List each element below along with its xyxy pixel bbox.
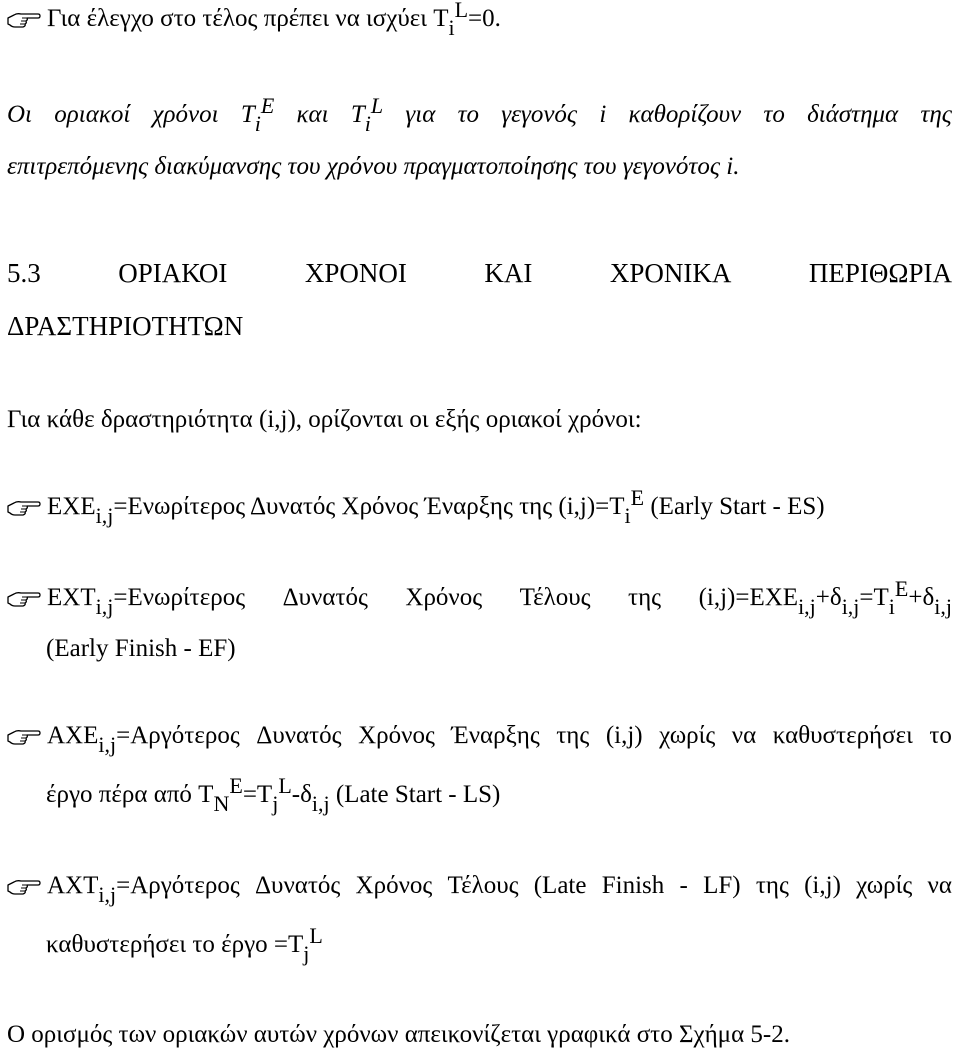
pointing-hand-icon [7,497,41,517]
bullet-ef: ΕΧΤi,j=Ενωρίτερος Δυνατός Χρόνος Τέλους της (i,j)=ΕΧΕi,j+δi,j=TiE+δi,j [7,583,952,613]
pointing-hand-icon [7,876,41,896]
note-line: Για έλεγχο στο τέλος πρέπει να ισχύει TiL=0. [7,4,952,34]
section-heading: 5.3 ΟΡΙΑΚΟΙ ΧΡΟΝΟΙ ΚΑΙ ΧΡΟΝΙΚΑ ΠΕΡΙΘΩΡΙΑ [7,258,952,288]
bullet-lf-line2: καθυστερήσει το έργο =TjL [46,923,323,966]
bullet-ls: ΑΧΕi,j=Αργότερος Δυνατός Χρόνος Έναρξης της (i,j) χωρίς να καθυστερήσει το [7,721,952,751]
closing-text: Ο ορισμός των οριακών αυτών χρόνων απεικονίζεται γραφικά στο Σχήμα 5-2. [7,1021,791,1048]
paragraph-limits-line1: Οι οριακοί χρόνοι TiE και TiL για το γεγονός i καθορίζουν το διάστημα της [7,93,952,136]
bullet-ls-line2: έργο πέρα από TNE=TjL-δi,j (Late Start - LS) [46,773,501,816]
section-heading-line2: ΔΡΑΣΤΗΡΙΟΤΗΤΩΝ [7,311,244,341]
pointing-hand-icon [7,588,41,608]
intro-text: Για κάθε δραστηριότητα (i,j), ορίζονται οι εξής οριακοί χρόνοι: [7,406,642,433]
bullet-ef-line2: (Early Finish - EF) [46,635,236,662]
paragraph-limits-line2: επιτρεπόμενης διακύμανσης του χρόνου πραγματοποίησης του γεγονότος i. [7,153,740,180]
pointing-hand-icon [7,9,41,29]
bullet-es: ΕΧΕi,j=Ενωρίτερος Δυνατός Χρόνος Έναρξης της (i,j)=TiE (Early Start - ES) [7,492,952,522]
bullet-lf: ΑΧΤi,j=Αργότερος Δυνατός Χρόνος Τέλους (Late Finish - LF) της (i,j) χωρίς να [7,871,952,901]
pointing-hand-icon [7,726,41,746]
